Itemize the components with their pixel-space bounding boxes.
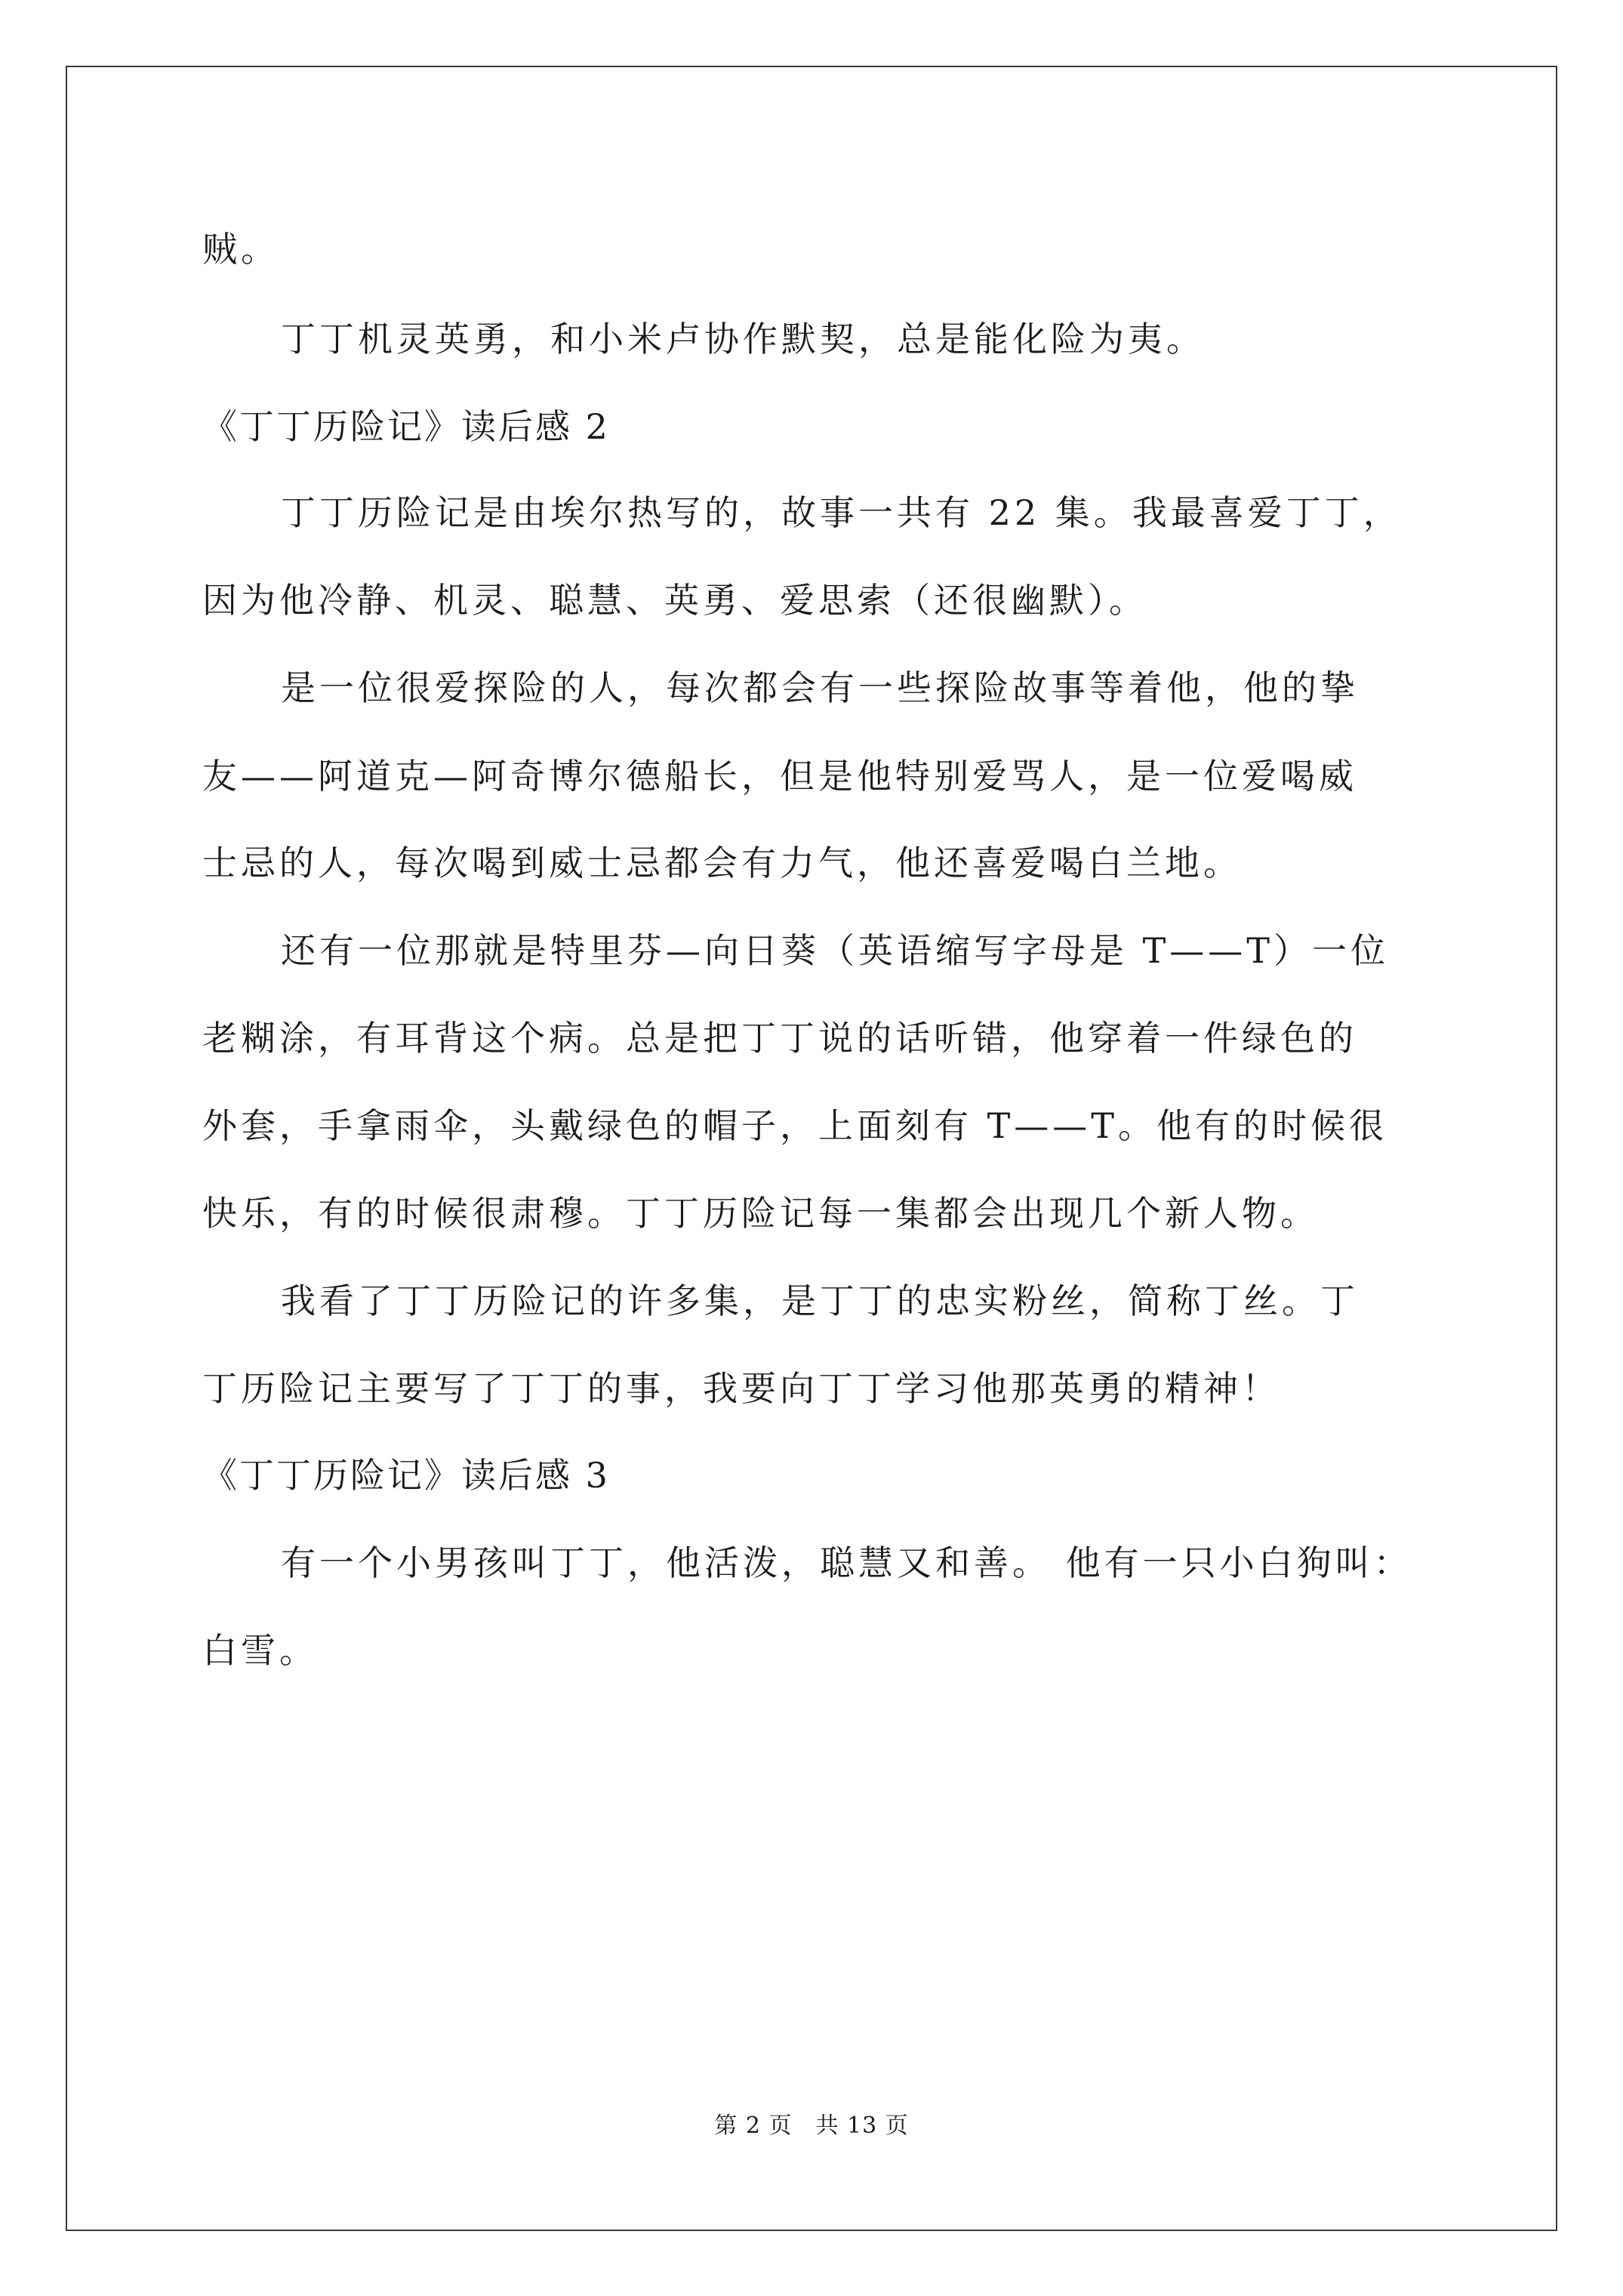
section-heading: 《丁丁历险记》读后感 2 [202, 406, 610, 447]
text-line: 丁丁机灵英勇，和小米卢协作默契，总是能化险为夷。 [281, 319, 1205, 359]
text-line: 我看了丁丁历险记的许多集，是丁丁的忠实粉丝，简称丁丝。丁 [281, 1281, 1359, 1321]
section-heading: 《丁丁历险记》读后感 3 [202, 1455, 610, 1496]
text-line: 是一位很爱探险的人，每次都会有一些探险故事等着他，他的挚 [281, 667, 1359, 708]
text-line: 因为他冷静、机灵、聪慧、英勇、爱思索（还很幽默）。 [202, 580, 1147, 621]
text-line: 贼。 [202, 229, 279, 270]
text-line: 丁历险记主要写了丁丁的事，我要向丁丁学习他那英勇的精神！ [202, 1368, 1280, 1409]
text-line: 友——阿道克—阿奇博尔德船长，但是他特别爱骂人，是一位爱喝威 [202, 756, 1357, 797]
text-line: 士忌的人，每次喝到威士忌都会有力气，他还喜爱喝白兰地。 [202, 843, 1242, 883]
text-line: 还有一位那就是特里芬—向日葵（英语缩写字母是 T——T）一位 [281, 930, 1389, 971]
text-line: 快乐，有的时候很肃穆。丁丁历险记每一集都会出现几个新人物。 [202, 1193, 1319, 1234]
text-line: 老糊涂，有耳背这个病。总是把丁丁说的话听错，他穿着一件绿色的 [202, 1018, 1357, 1059]
text-line: 白雪。 [202, 1630, 318, 1671]
text-line: 丁丁历险记是由埃尔热写的，故事一共有 22 集。我最喜爱丁丁， [281, 492, 1402, 533]
text-line: 有一个小男孩叫丁丁，他活泼，聪慧又和善。 他有一只小白狗叫： [281, 1542, 1412, 1583]
page-border [66, 66, 1557, 2231]
text-line: 外套，手拿雨伞，头戴绿色的帽子，上面刻有 T——T。他有的时候很 [202, 1105, 1387, 1146]
page-footer: 第 2 页 共 13 页 [714, 2113, 909, 2139]
